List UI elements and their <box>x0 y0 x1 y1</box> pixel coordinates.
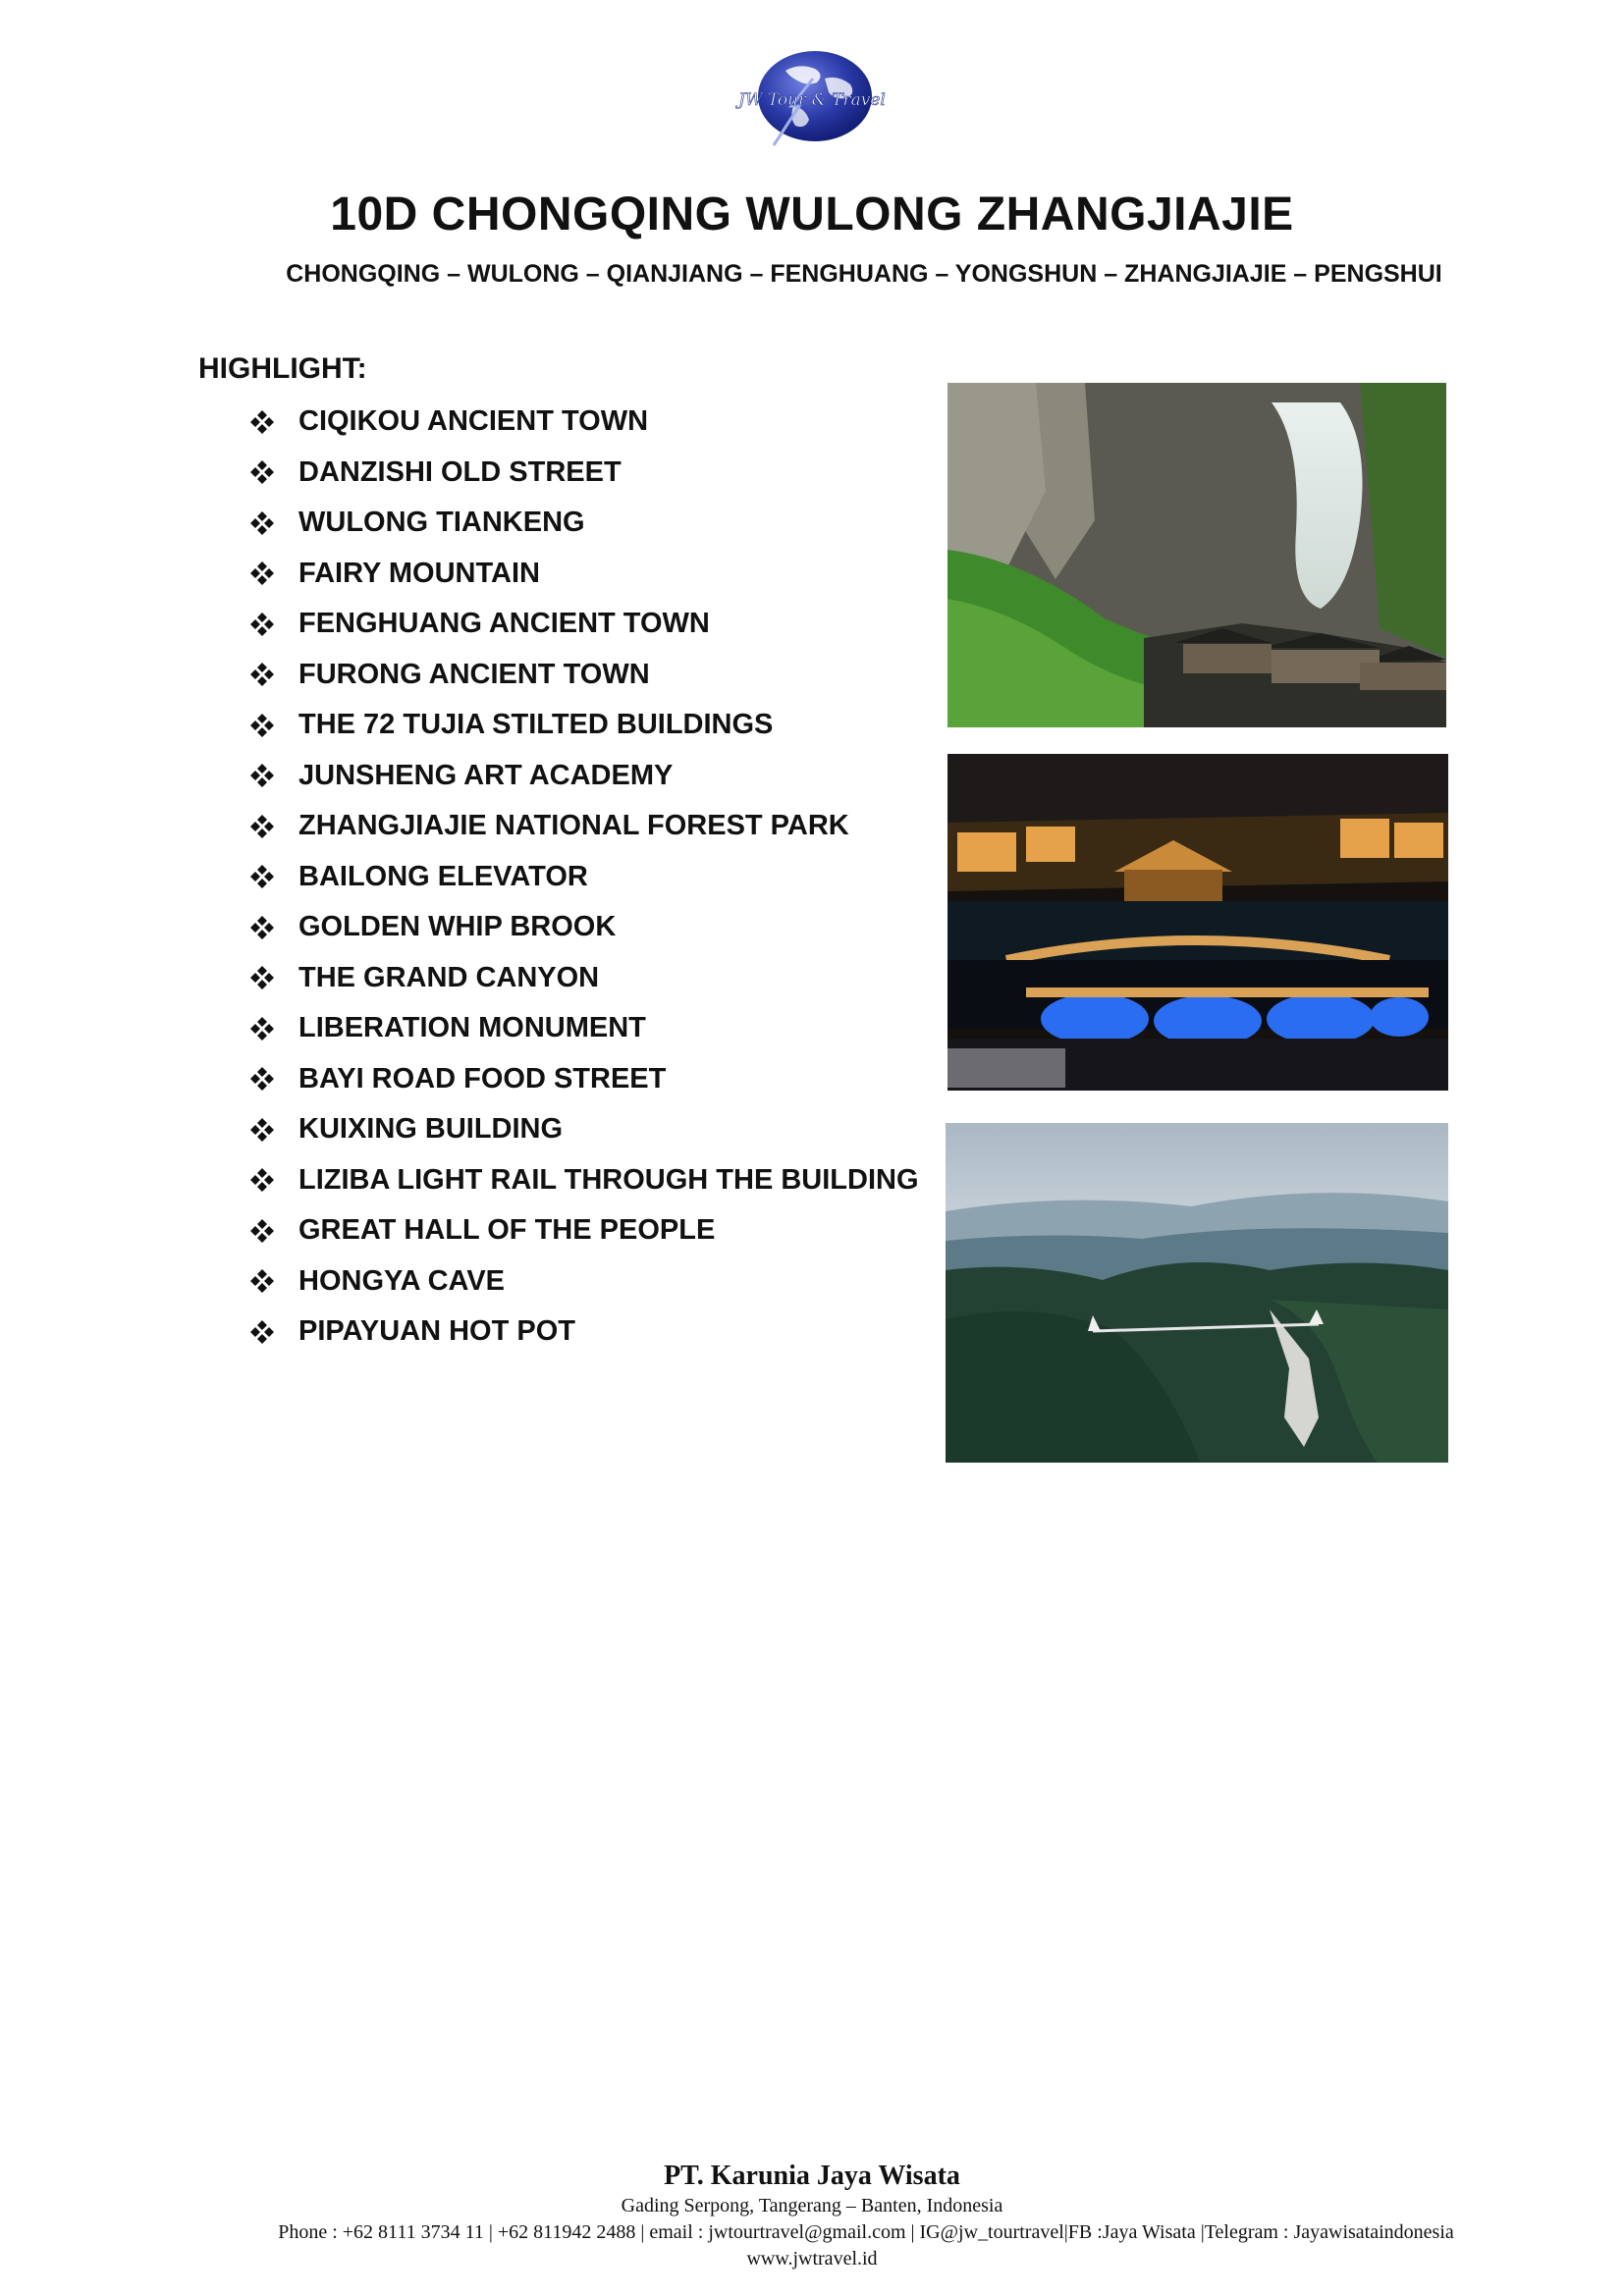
footer-website[interactable]: www.jwtravel.id <box>746 2248 878 2269</box>
diamond-bullet-icon <box>249 965 275 990</box>
company-logo <box>734 49 890 151</box>
highlight-item-label: PIPAYUAN HOT POT <box>298 1315 575 1348</box>
footer-contact: Phone : +62 8111 3734 11 | +62 811942 2488 | email : jwtourtravel@gmail.com | IG@jw_tourtravel|FB :Jaya Wisata |Telegram : Jayawisataindonesia <box>278 2221 1454 2243</box>
photo-wulong-tiankeng <box>947 383 1446 727</box>
diamond-bullet-icon <box>249 1268 275 1294</box>
photo-fenghuang-night <box>947 754 1448 1091</box>
highlight-item-label: THE GRAND CANYON <box>298 961 600 993</box>
highlight-item <box>249 801 919 852</box>
diamond-bullet-icon <box>249 864 275 889</box>
diamond-bullet-icon <box>249 561 275 586</box>
highlight-item <box>249 1003 919 1054</box>
diamond-bullet-icon <box>249 713 275 738</box>
highlight-item-label: CIQIKOU ANCIENT TOWN <box>298 405 649 438</box>
highlight-item <box>249 1256 919 1308</box>
highlight-item <box>249 498 919 549</box>
footer-address: Gading Serpong, Tangerang – Banten, Indonesia <box>621 2195 1003 2216</box>
diamond-bullet-icon <box>249 763 275 788</box>
highlight-item <box>249 953 919 1004</box>
highlight-item <box>249 1155 919 1206</box>
highlight-item <box>249 1104 919 1155</box>
highlight-item-label: FURONG ANCIENT TOWN <box>298 658 650 690</box>
diamond-bullet-icon <box>249 510 275 536</box>
logo-text: JW Tour & Travel <box>738 90 886 110</box>
diamond-bullet-icon <box>249 612 275 637</box>
highlight-item-label: GOLDEN WHIP BROOK <box>298 911 617 943</box>
highlight-item-label: THE 72 TUJIA STILTED BUILDINGS <box>298 709 774 741</box>
highlight-item-label: BAYI ROAD FOOD STREET <box>298 1062 667 1095</box>
highlight-item-label: KUIXING BUILDING <box>298 1113 564 1146</box>
footer-company: PT. Karunia Jaya Wisata <box>664 2161 960 2191</box>
diamond-bullet-icon <box>249 1319 275 1345</box>
diamond-bullet-icon <box>249 1218 275 1244</box>
highlight-item <box>249 700 919 751</box>
globe-logo-icon <box>734 49 890 151</box>
diamond-bullet-icon <box>249 814 275 839</box>
highlight-item-label: DANZISHI OLD STREET <box>298 455 622 488</box>
diamond-bullet-icon <box>249 409 275 435</box>
diamond-bullet-icon <box>249 1117 275 1143</box>
route-subtitle: CHONGQING – WULONG – QIANJIANG – FENGHUANG – YONGSHUN – ZHANGJIAJIE – PENGSHUI <box>286 260 1442 288</box>
highlight-item-label: LIZIBA LIGHT RAIL THROUGH THE BUILDING <box>298 1163 919 1196</box>
diamond-bullet-icon <box>249 662 275 687</box>
photo-zhangjiajie-canyon <box>946 1123 1448 1463</box>
diamond-bullet-icon <box>249 1167 275 1193</box>
highlight-item <box>249 1307 919 1358</box>
highlight-item <box>249 397 919 448</box>
diamond-bullet-icon <box>249 459 275 485</box>
diamond-bullet-icon <box>249 1016 275 1041</box>
diamond-bullet-icon <box>249 1066 275 1092</box>
highlight-item-label: FAIRY MOUNTAIN <box>298 557 540 589</box>
highlight-item-label: JUNSHENG ART ACADEMY <box>298 759 674 791</box>
highlight-item <box>249 1054 919 1105</box>
diamond-bullet-icon <box>249 915 275 940</box>
highlight-item-label: GREAT HALL OF THE PEOPLE <box>298 1214 716 1247</box>
highlight-heading: HIGHLIGHT: <box>198 352 367 385</box>
highlight-item <box>249 448 919 499</box>
footer <box>0 2160 1624 2272</box>
highlight-item <box>249 650 919 701</box>
highlight-item <box>249 549 919 600</box>
highlight-item-label: BAILONG ELEVATOR <box>298 860 588 892</box>
highlight-item <box>249 599 919 650</box>
highlight-list <box>249 397 919 1358</box>
highlight-item-label: LIBERATION MONUMENT <box>298 1012 646 1044</box>
highlight-item <box>249 751 919 802</box>
page-title: 10D CHONGQING WULONG ZHANGJIAJIE <box>330 188 1294 240</box>
highlight-item <box>249 1205 919 1256</box>
highlight-item <box>249 852 919 903</box>
highlight-item <box>249 902 919 953</box>
highlight-item-label: WULONG TIANKENG <box>298 507 585 539</box>
highlight-item-label: ZHANGJIAJIE NATIONAL FOREST PARK <box>298 810 849 842</box>
highlight-item-label: HONGYA CAVE <box>298 1264 506 1297</box>
highlight-item-label: FENGHUANG ANCIENT TOWN <box>298 608 710 640</box>
